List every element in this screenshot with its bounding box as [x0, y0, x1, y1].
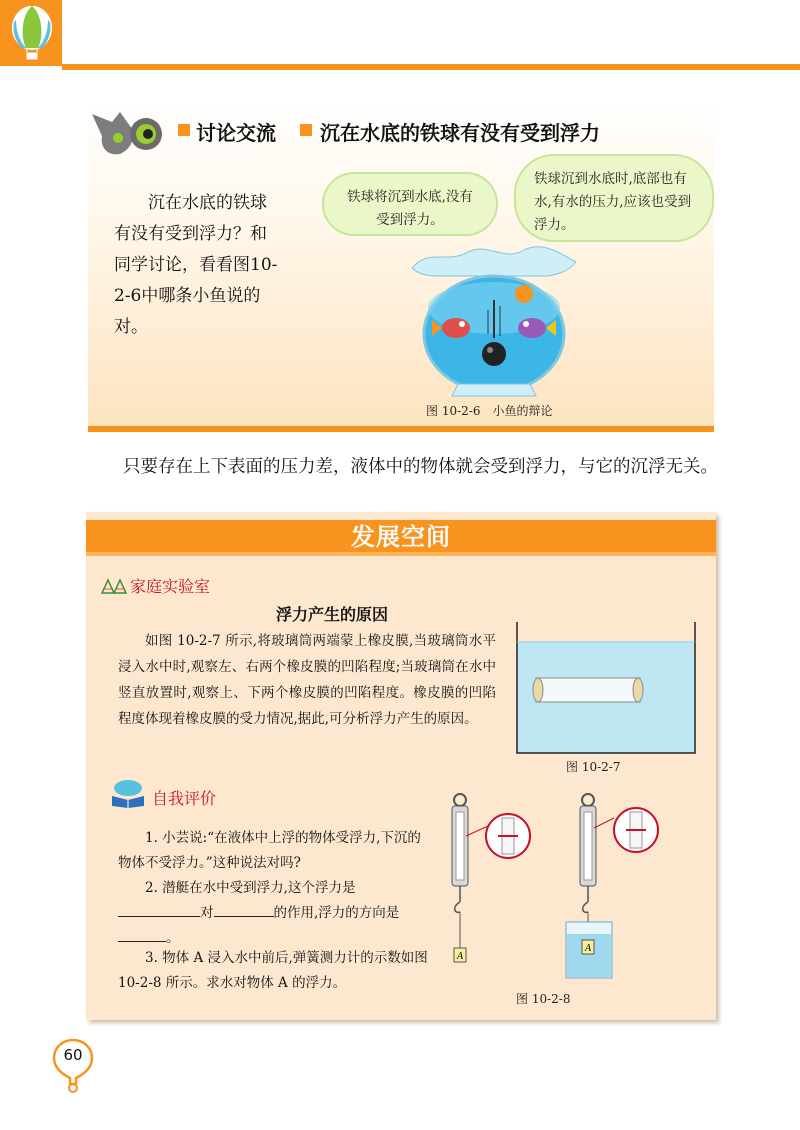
discussion-question: 沉在水底的铁球有没有受到浮力？和同学讨论，看看图10-2-6中哪条小鱼说的对。: [114, 193, 278, 337]
main-paragraph: 只要存在上下表面的压力差，液体中的物体就会受到浮力，与它的沉浮无关。: [123, 457, 718, 477]
spring-scale-figure: [442, 790, 712, 986]
cat-mascot-icon: [90, 108, 168, 158]
book-cloud-icon: [108, 778, 148, 808]
block-a-label-right: A: [585, 943, 592, 954]
speech-bubble-left: 铁球将沉到水底,没有受到浮力。: [322, 172, 498, 236]
question-2: [118, 876, 428, 951]
discussion-title: 沉在水底的铁球有没有受到浮力: [320, 121, 600, 145]
figure-caption-10-2-6: 图 10-2-6 小鱼的辩论: [426, 404, 553, 418]
answer-blank-2[interactable]: [214, 902, 274, 917]
home-lab-text: 如图 10-2-7 所示,将玻璃筒两端蒙上橡皮膜,当玻璃筒水平浸入水中时,观察左、右两个橡皮膜的凹陷程度;当玻璃筒在水中竖直放置时,观察上、下两个橡皮膜的凹陷程度。橡皮膜的凹陷程度体现着橡皮膜的受力情况,据此,可分析浮力产生的原因。: [118, 633, 496, 727]
answer-blank-1[interactable]: [118, 902, 200, 917]
flask-icon: [100, 576, 128, 594]
glass-tube-figure: [516, 622, 696, 754]
home-lab-subtitle: 浮力产生的原因: [276, 605, 389, 624]
development-title: 发展空间: [351, 523, 451, 551]
header-rule: [62, 64, 800, 70]
page-number: 60: [63, 1046, 83, 1064]
question-2-part-c: 的作用,浮力的方向是: [273, 905, 400, 921]
discussion-label: 讨论交流: [196, 121, 276, 145]
question-2-part-b: 对: [200, 905, 214, 921]
speech-bubble-right: 铁球沉到水底时,底部也有水,有水的压力,应该也受到浮力。: [514, 154, 714, 242]
question-1: 1. 小芸说:“在液体中上浮的物体受浮力,下沉的物体不受浮力。”这种说法对吗?: [118, 830, 421, 871]
figure-caption-10-2-7: 图 10-2-7: [566, 760, 621, 774]
question-3: 3. 物体 A 浸入水中前后,弹簧测力计的示数如图 10-2-8 所示。求水对物体 A 的浮力。: [118, 950, 428, 991]
question-2-part-a: 2. 潜艇在水中受到浮力,这个浮力是: [145, 880, 356, 896]
discussion-bottom-rule: [88, 426, 714, 432]
fishbowl-illustration: [408, 238, 580, 404]
question-2-part-d: 。: [166, 930, 180, 946]
figure-caption-10-2-8: 图 10-2-8: [516, 992, 571, 1006]
hot-air-balloon-icon: [4, 2, 60, 64]
self-eval-title: 自我评价: [152, 789, 217, 808]
home-lab-title: 家庭实验室: [130, 577, 211, 596]
answer-blank-3[interactable]: [118, 927, 166, 942]
label-square-icon: [178, 124, 190, 136]
block-a-label-left: A: [457, 951, 464, 962]
title-square-icon: [300, 124, 312, 136]
